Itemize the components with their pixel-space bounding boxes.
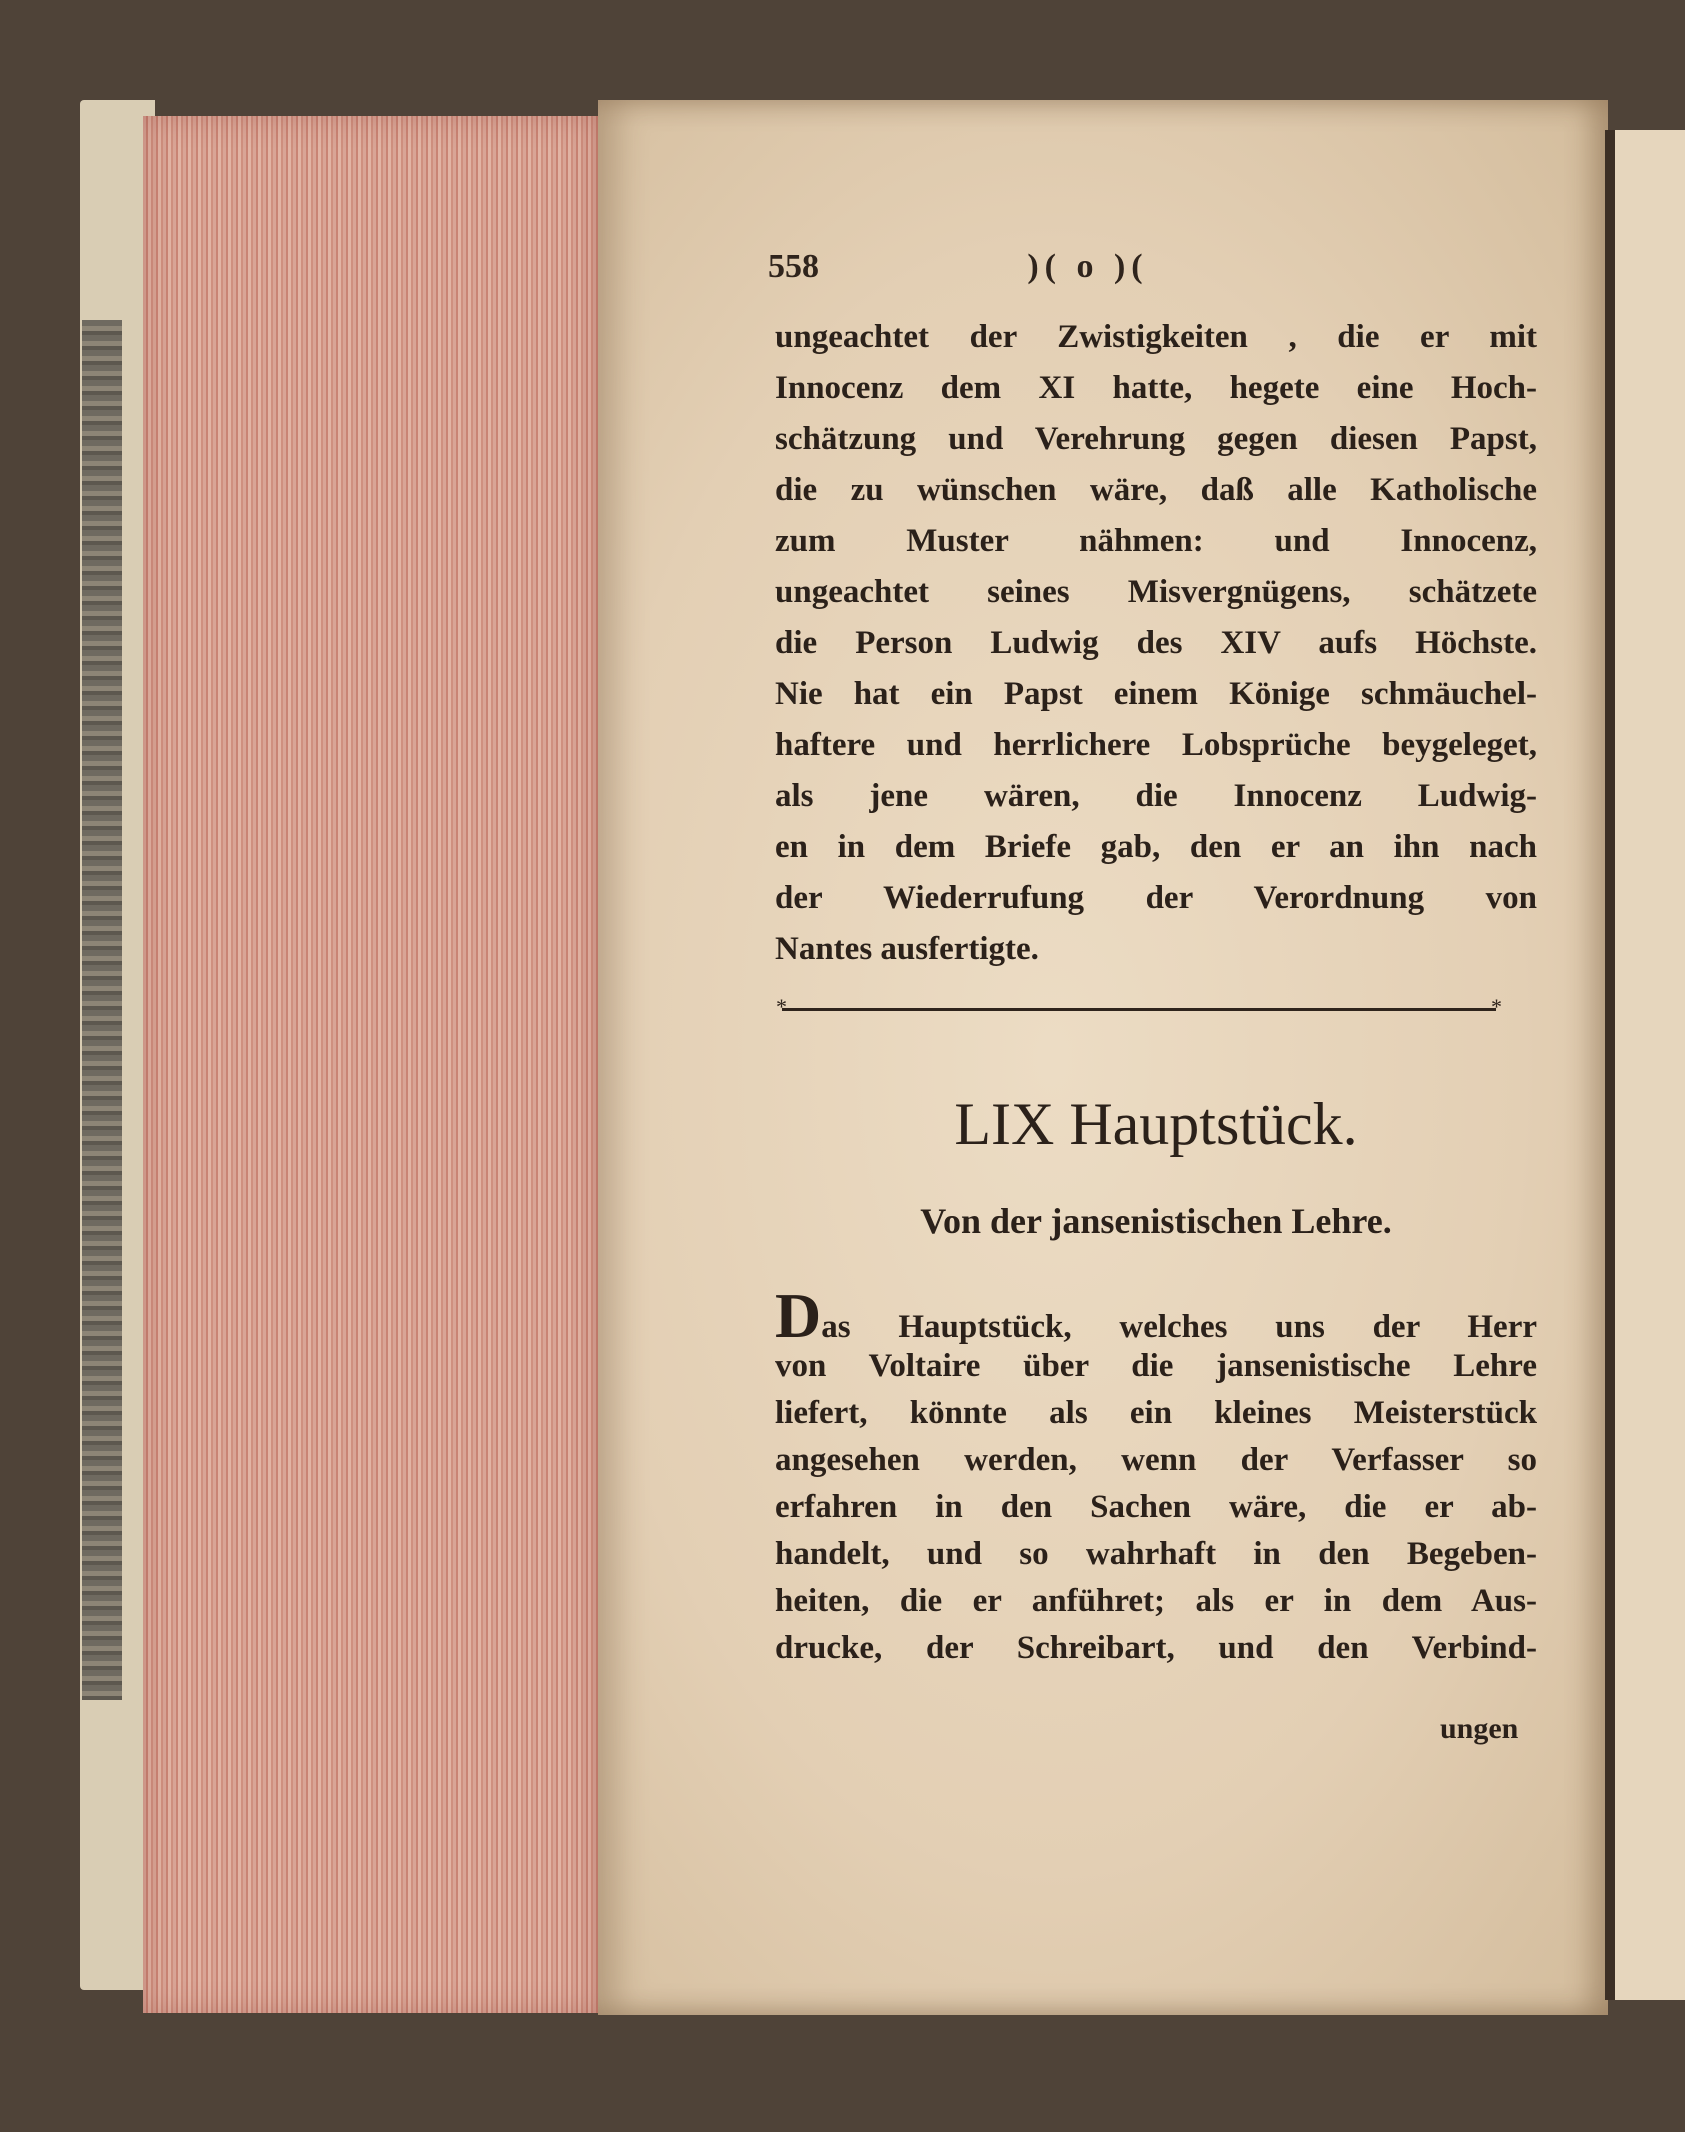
text-line: haftere und herrlichere Lobsprüche beygeleget, bbox=[775, 727, 1537, 763]
text-block-1 bbox=[775, 312, 1537, 975]
text-line: en in dem Briefe gab, den er an ihn nach bbox=[775, 829, 1537, 865]
text-line: der Wiederrufung der Verordnung von bbox=[775, 880, 1537, 916]
drop-cap: D bbox=[775, 1280, 822, 1351]
text-line: ungeachtet seines Misvergnügens, schätzete bbox=[775, 574, 1537, 610]
text-block-2 bbox=[775, 1280, 1537, 1672]
text-line: die Person Ludwig des XIV aufs Höchste. bbox=[775, 625, 1537, 661]
text-line: als jene wären, die Innocenz Ludwig- bbox=[775, 778, 1537, 814]
text-line: von Voltaire über die jansenistische Lehre bbox=[775, 1348, 1537, 1384]
header-ornament: )( o )( bbox=[1027, 248, 1149, 285]
text-line-first bbox=[775, 1280, 1537, 1351]
page-edges bbox=[143, 116, 598, 2013]
text-line: ungeachtet der Zwistigkeiten , die er mit bbox=[775, 319, 1537, 355]
text-line: Innocenz dem XI hatte, hegete eine Hoch- bbox=[775, 370, 1537, 406]
text-line: Nie hat ein Papst einem Könige schmäuchel- bbox=[775, 676, 1537, 712]
text-line: Nantes ausfertigte. bbox=[775, 931, 1039, 967]
text-line: schätzung und Verehrung gegen diesen Papst, bbox=[775, 421, 1537, 457]
text-line: erfahren in den Sachen wäre, die er ab- bbox=[775, 1489, 1537, 1525]
section-divider bbox=[782, 1008, 1496, 1011]
catchword: ungen bbox=[1440, 1712, 1519, 1745]
text-line: die zu wünschen wäre, daß alle Katholische bbox=[775, 472, 1537, 508]
text-line: angesehen werden, wenn der Verfasser so bbox=[775, 1442, 1537, 1478]
running-header bbox=[768, 248, 1538, 298]
next-page-edge bbox=[1605, 130, 1685, 2000]
text-line: zum Muster nähmen: und Innocenz, bbox=[775, 523, 1537, 559]
text-line: drucke, der Schreibart, und den Verbind- bbox=[775, 1630, 1537, 1666]
text-line: handelt, und so wahrhaft in den Begeben- bbox=[775, 1536, 1537, 1572]
cover-marbling bbox=[82, 320, 122, 1700]
chapter-subtitle: Von der jansenistischen Lehre. bbox=[920, 1201, 1392, 1241]
text-line: as Hauptstück, welches uns der Herr bbox=[821, 1309, 1537, 1345]
text-line: heiten, die er anführet; als er in dem Aus- bbox=[775, 1583, 1537, 1619]
chapter-title: LIX Hauptstück. bbox=[954, 1091, 1358, 1157]
page-number: 558 bbox=[768, 248, 819, 285]
text-line: liefert, könnte als ein kleines Meisterstück bbox=[775, 1395, 1537, 1431]
